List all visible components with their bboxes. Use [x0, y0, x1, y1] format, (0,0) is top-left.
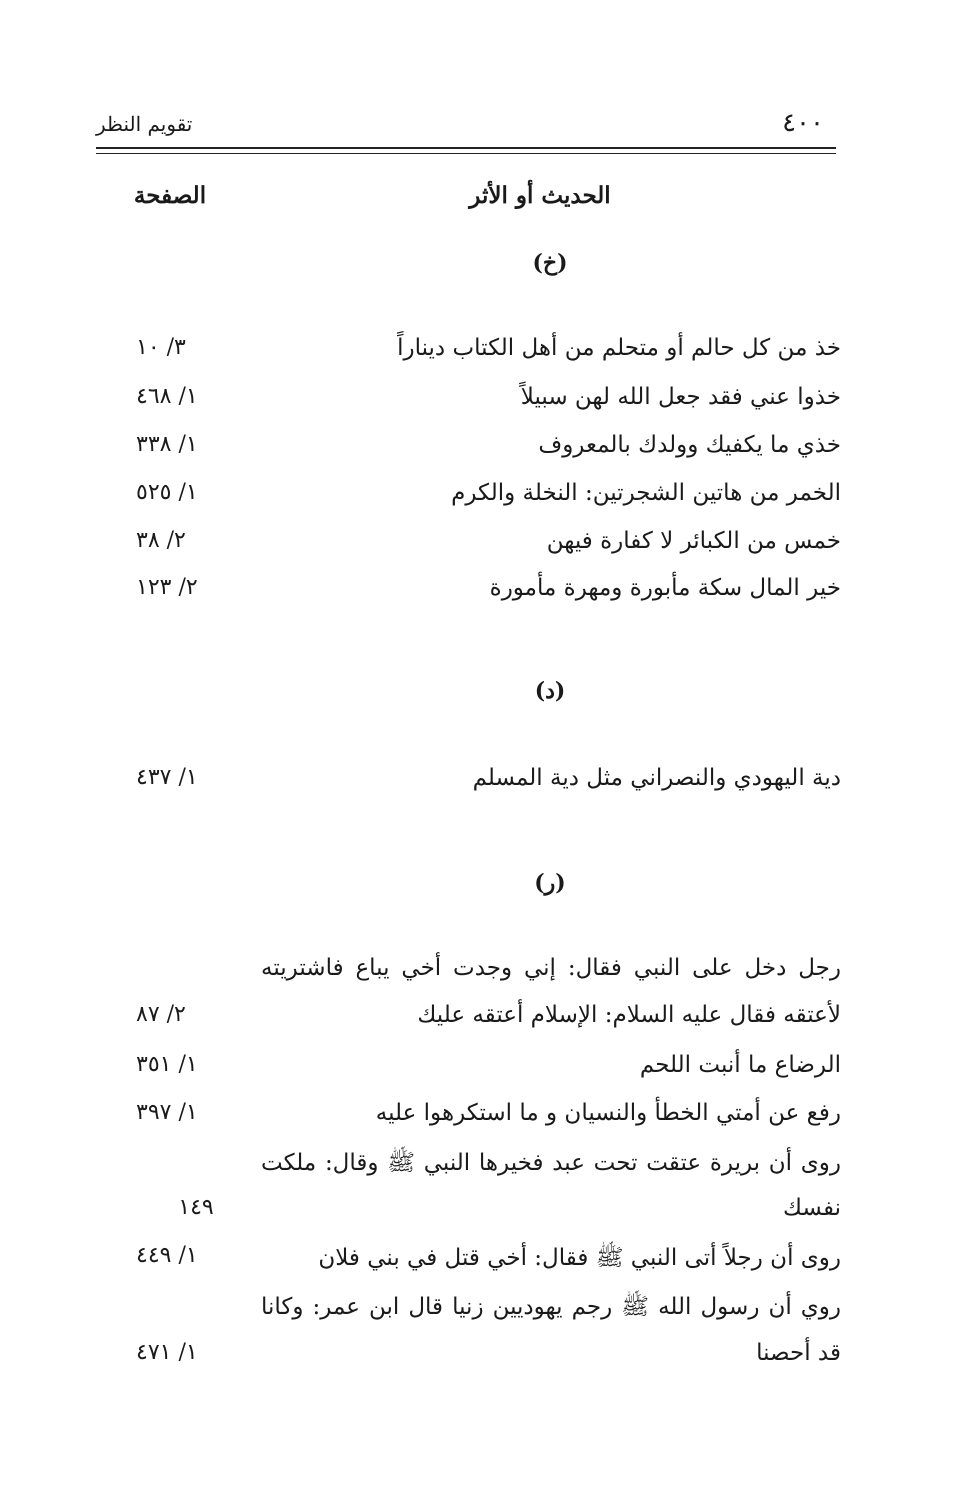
entry-reference: ١/ ٣٣٨ — [136, 432, 198, 457]
index-entry — [96, 432, 841, 472]
entry-reference: ٢/ ١٢٣ — [136, 575, 198, 600]
index-entry — [96, 1100, 841, 1140]
index-entry — [96, 528, 841, 568]
entry-reference: ٢/ ٣٨ — [136, 528, 186, 553]
entry-text: روى أن بريرة عتقت تحت عبد فخيرها النبي ﷺ وقال: ملكت — [261, 1150, 841, 1176]
entry-text: رفع عن أمتي الخطأ والنسيان و ما استكرهوا عليه — [375, 1100, 841, 1126]
index-entry — [96, 335, 841, 375]
index-entry — [96, 1292, 841, 1332]
entry-text: قد أحصنا — [756, 1340, 841, 1366]
column-heading-hadith: الحديث أو الأثر — [469, 182, 611, 209]
index-entry — [96, 955, 841, 995]
entry-reference: ١/ ٤٧١ — [136, 1340, 198, 1365]
entry-reference: ٢/ ٨٧ — [136, 1002, 186, 1027]
entry-reference: ١٤٩ — [178, 1195, 214, 1220]
index-entry — [96, 480, 841, 520]
entry-text: خذ من كل حالم أو متحلم من أهل الكتاب ديناراً — [397, 335, 841, 361]
entry-text: روى أن رجلاً أتى النبي ﷺ فقال: أخي قتل في بني فلان — [318, 1245, 841, 1271]
page-number: ٤٠٠ — [782, 108, 824, 138]
index-entry — [96, 1148, 841, 1188]
entry-reference: ١/ ٣٥١ — [136, 1052, 198, 1077]
section-heading-ra: (ر) — [534, 870, 566, 896]
entry-text: دية اليهودي والنصراني مثل دية المسلم — [472, 765, 841, 791]
entry-text: خير المال سكة مأبورة ومهرة مأمورة — [489, 575, 841, 601]
entry-reference: ٣/ ١٠ — [136, 335, 186, 360]
entry-reference: ١/ ٤٦٨ — [136, 384, 198, 409]
entry-text: نفسك — [783, 1195, 841, 1221]
index-entry — [96, 575, 841, 615]
index-entry — [96, 1340, 841, 1380]
entry-text: خذي ما يكفيك وولدك بالمعروف — [538, 432, 841, 458]
header-rule-thin — [96, 153, 836, 154]
entry-text: الرضاع ما أنبت اللحم — [639, 1052, 841, 1078]
entry-text: لأعتقه فقال عليه السلام: الإسلام أعتقه عليك — [417, 1002, 841, 1028]
entry-text: روي أن رسول الله ﷺ رجم يهوديين زنيا قال ابن عمر: وكانا — [261, 1294, 841, 1320]
book-title: تقويم النظر — [96, 112, 193, 136]
running-header — [96, 108, 836, 144]
index-entry — [96, 765, 841, 805]
index-entry — [96, 384, 841, 424]
index-entry — [96, 1002, 841, 1042]
section-heading-kha: (خ) — [532, 250, 568, 276]
entry-text: رجل دخل على النبي فقال: إني وجدت أخي يباع فاشتريته — [261, 955, 841, 981]
entry-reference: ١/ ٤٤٩ — [136, 1243, 198, 1268]
entry-text: خمس من الكبائر لا كفارة فيهن — [546, 528, 841, 554]
entry-text: الخمر من هاتين الشجرتين: النخلة والكرم — [451, 480, 841, 506]
index-entry — [96, 1243, 841, 1283]
section-heading-dal: (د) — [534, 678, 566, 704]
column-heading-page: الصفحة — [133, 182, 207, 209]
index-entry — [96, 1052, 841, 1092]
entry-text: خذوا عني فقد جعل الله لهن سبيلاً — [520, 384, 841, 410]
entry-reference: ١/ ٤٣٧ — [136, 765, 198, 790]
header-rule — [96, 147, 836, 149]
entry-reference: ١/ ٥٢٥ — [136, 480, 198, 505]
entry-reference: ١/ ٣٩٧ — [136, 1100, 198, 1125]
index-entry — [96, 1195, 841, 1235]
